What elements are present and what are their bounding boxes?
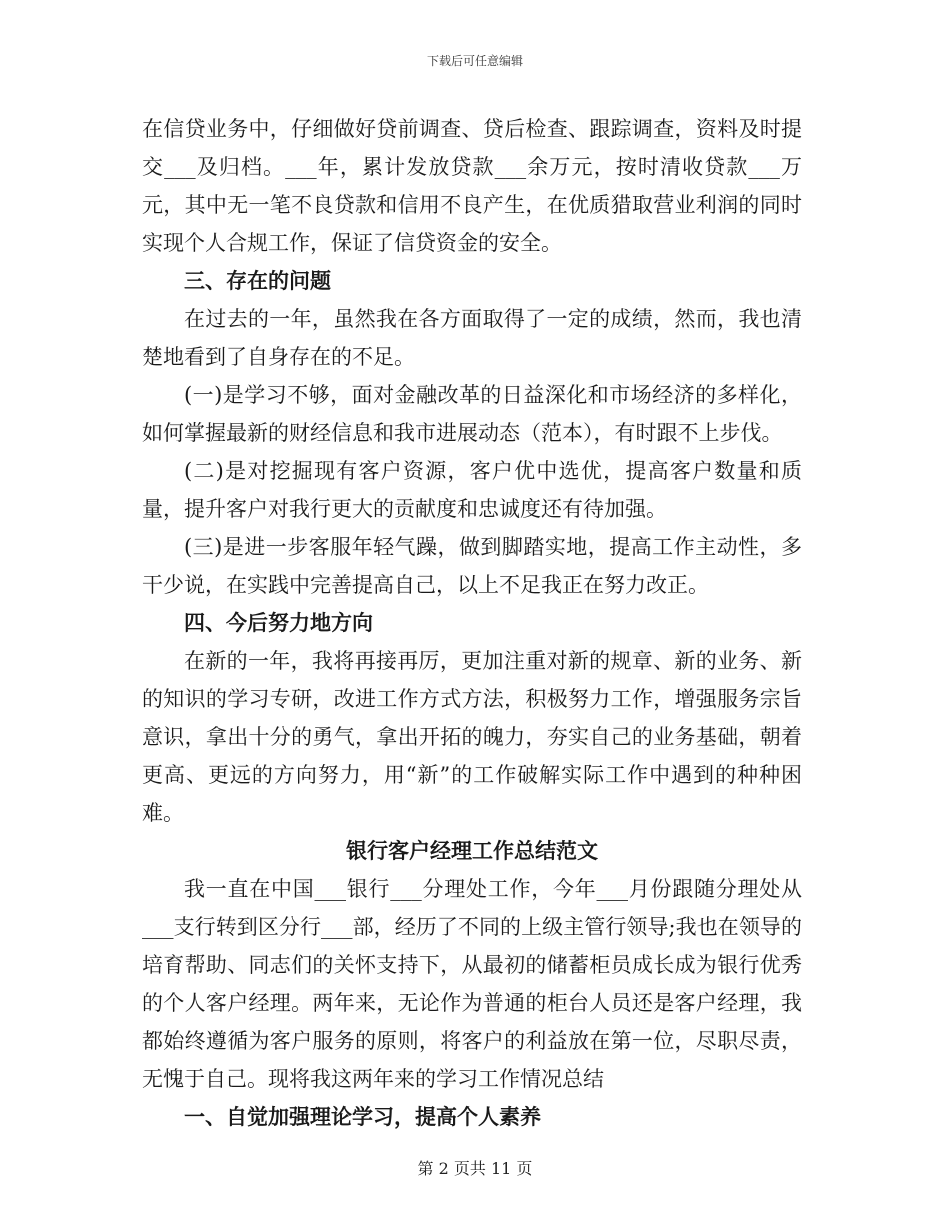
document-title: 银行客户经理工作总结范文 — [346, 838, 598, 863]
page-header: 下载后可任意编辑 — [426, 54, 523, 68]
paragraph-problem-1: (一)是学习不够，面对金融改革的日益深化和市场经济的多样化，如何掌握最新的财经信息和我市进展动态（范本），有时跟不上步伐。 — [142, 383, 802, 445]
paragraph-credit-business: 在信贷业务中，仔细做好贷前调查、贷后检查、跟踪调查，资料及时提交___及归档。___年，累计发放贷款___余万元，按时清收贷款___万元，其中无一笔不良贷款和信用不良产生，在优质猎取营业利润的同时实现个人合规工作，保证了信贷资金的安全。 — [142, 117, 802, 255]
heading-theory-study: 一、自觉加强理论学习，提高个人素养 — [184, 1104, 541, 1129]
paragraph-problem-2: (二)是对挖掘现有客户资源，客户优中选优，提高客户数量和质量，提升客户对我行更大的贡献度和忠诚度还有待加强。 — [142, 459, 802, 521]
heading-existing-problems: 三、存在的问题 — [184, 268, 331, 293]
page-footer: 第 2 页共 11 页 — [417, 1159, 533, 1178]
heading-future-direction: 四、今后努力地方向 — [184, 610, 373, 635]
paragraph-introduction: 我一直在中国___银行___分理处工作，今年___月份跟随分理处从___支行转到区分行___部，经历了不同的上级主管行领导;我也在领导的培育帮助、同志们的关怀支持下，从最初的储蓄柜员成长成为银行优秀的个人客户经理。两年来，无论作为普通的柜台人员还是客户经理，我都始终遵循为客户服务的原则，将客户的利益放在第一位，尽职尽责，无愧于自己。现将我这两年来的学习工作情况总结 — [142, 877, 802, 1091]
document-body — [142, 110, 802, 1136]
paragraph-future-plan: 在新的一年，我将再接再厉，更加注重对新的规章、新的业务、新的知识的学习专研，改进工作方式方法，积极努力工作，增强服务宗旨意识，拿出十分的勇气，拿出开拓的魄力，夯实自己的业务基础，朝着更高、更远的方向努力，用“新”的工作破解实际工作中遇到的种种困难。 — [142, 649, 802, 825]
paragraph-problem-3: (三)是进一步客服年轻气躁，做到脚踏实地，提高工作主动性，多干少说，在实践中完善提高自己，以上不足我正在努力改正。 — [142, 535, 802, 597]
paragraph-shortcomings-intro: 在过去的一年，虽然我在各方面取得了一定的成绩，然而，我也清楚地看到了自身存在的不足。 — [142, 307, 802, 369]
